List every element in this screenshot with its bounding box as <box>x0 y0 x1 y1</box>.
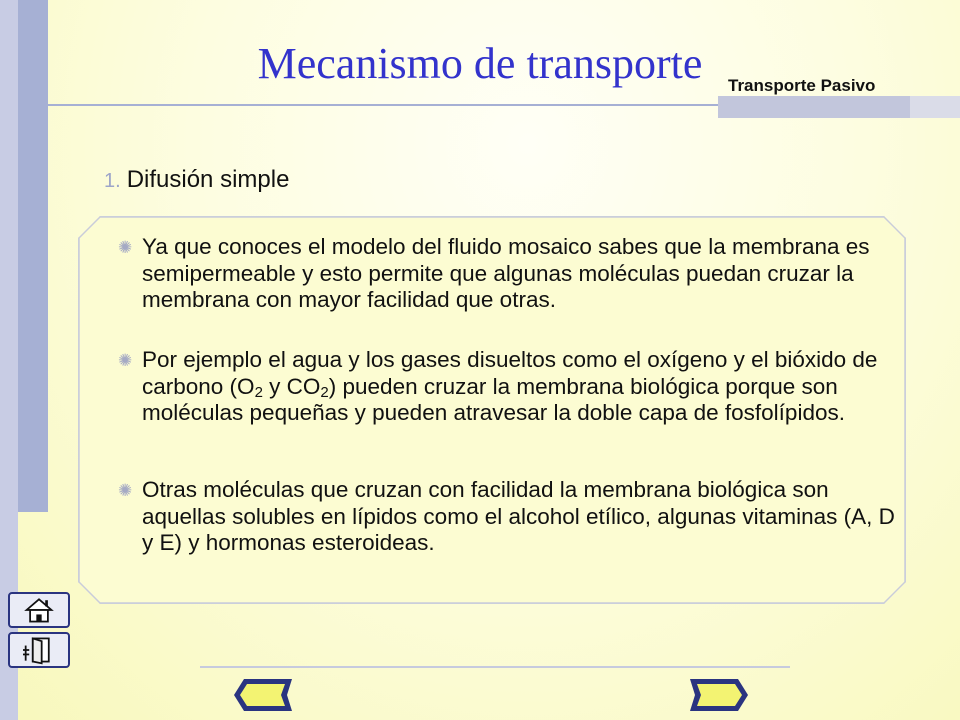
door-exit-icon <box>10 634 68 666</box>
page-title: Mecanismo de transporte <box>257 39 703 88</box>
section-number: 1. <box>104 170 121 192</box>
section-title: Difusión simple <box>126 166 290 193</box>
bullet-text <box>118 347 898 427</box>
bullet-text: Ya que conoces el modelo del fluido mosaico sabes que la membrana es semipermeable y esto permite que algunas moléculas puedan cruzar la membrana con mayor facilidad que otras. <box>142 234 870 312</box>
next-slide-button[interactable] <box>688 676 750 714</box>
bullet-text-segment: Por ejemplo el agua y los gases disueltos como el oxígeno y el bióxido de carbono (O <box>142 347 878 399</box>
previous-slide-button[interactable] <box>232 676 294 714</box>
bullet-item <box>118 234 898 314</box>
bullet-item <box>118 477 898 557</box>
bullet-text: Otras moléculas que cruzan con facilidad la membrana biológica son aquellas solubles en lípidos como el alcohol etílico, algunas vitaminas (A, D y E) y hormonas esteroideas. <box>142 477 895 555</box>
sparkle-bullet-icon: ✺ <box>118 238 133 257</box>
exit-button[interactable] <box>8 632 70 668</box>
bullet-item <box>118 347 898 427</box>
house-icon <box>10 594 68 626</box>
bullet-text-segment: y CO <box>262 373 321 399</box>
subscript: 2 <box>254 383 263 401</box>
header-corner-block <box>718 96 910 118</box>
home-button[interactable] <box>8 592 70 628</box>
header-corner-block-right <box>910 96 960 118</box>
sparkle-bullet-icon: ✺ <box>118 351 133 370</box>
section-heading <box>104 166 289 194</box>
bullet-text-segment: ) pueden cruzar la membrana biológica porque son moléculas pequeñas y pueden atravesar la doble capa de fosfolípidos. <box>142 373 845 425</box>
subscript: 2 <box>320 383 329 401</box>
footer-divider <box>200 666 790 668</box>
sparkle-bullet-icon: ✺ <box>118 481 133 500</box>
arrow-right-icon <box>688 676 750 714</box>
arrow-left-icon <box>232 676 294 714</box>
page-subtitle: Transporte Pasivo <box>728 76 876 95</box>
